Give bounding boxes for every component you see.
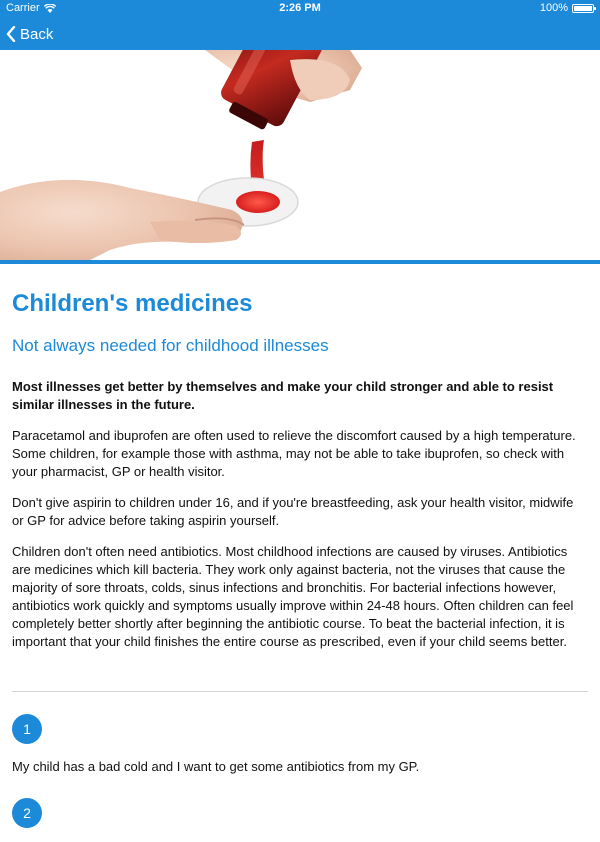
- battery-percent: 100%: [539, 2, 568, 14]
- hero-image: [0, 50, 600, 260]
- battery-fill: [574, 6, 592, 11]
- body-paragraph: Children don't often need antibiotics. Most childhood infections are caused by viruses. Antibiotics are medicines which kill bacteria. They work only against bacteria, not the viruses that cause the majority of sore throats, colds, sinus infections and bronchitis. For bacterial infections however, antibiotics work quickly and symptoms usually improve within 24-48 hours. Often children can feel completely better shortly after beginning the antibiotic course. To beat the bacterial infection, it is important that your child finishes the entire course as prescribed, even if your child seems better.: [12, 544, 574, 649]
- syrup-spoon-illustration: [0, 50, 600, 260]
- battery-icon: [572, 4, 594, 13]
- step-item: [12, 798, 588, 828]
- syrup-pool: [236, 191, 280, 213]
- step-number-badge: 2: [12, 798, 42, 828]
- status-right: [540, 2, 594, 14]
- section-divider: [12, 691, 588, 692]
- step-item: [12, 714, 588, 776]
- page-title: Children's medicines: [12, 290, 253, 317]
- step-text: My child has a bad cold and I want to get some antibiotics from my GP.: [12, 759, 420, 774]
- back-label: Back: [20, 25, 54, 43]
- step-number-badge: 1: [12, 714, 42, 744]
- carrier-label: Carrier: [6, 2, 40, 14]
- back-button[interactable]: [6, 23, 53, 45]
- body-paragraph: Paracetamol and ibuprofen are often used to relieve the discomfort caused by a high temperature. Some children, for example those with asthma, may not be able to take ibuprofen, so check with your pharmacist, GP or health visitor.: [12, 428, 576, 479]
- nav-bar: [0, 18, 600, 50]
- status-bar: [0, 0, 600, 18]
- body-paragraph: Don't give aspirin to children under 16, and if you're breastfeeding, ask your health visitor, midwife or GP for advice before taking aspirin yourself.: [12, 495, 574, 528]
- status-time: 2:26 PM: [279, 2, 321, 14]
- article-content: [12, 264, 588, 842]
- chevron-left-icon: [6, 26, 16, 42]
- lead-paragraph: Most illnesses get better by themselves and make your child stronger and able to resist similar illnesses in the future.: [12, 379, 554, 412]
- page-subtitle: Not always needed for childhood illnesses: [12, 336, 329, 355]
